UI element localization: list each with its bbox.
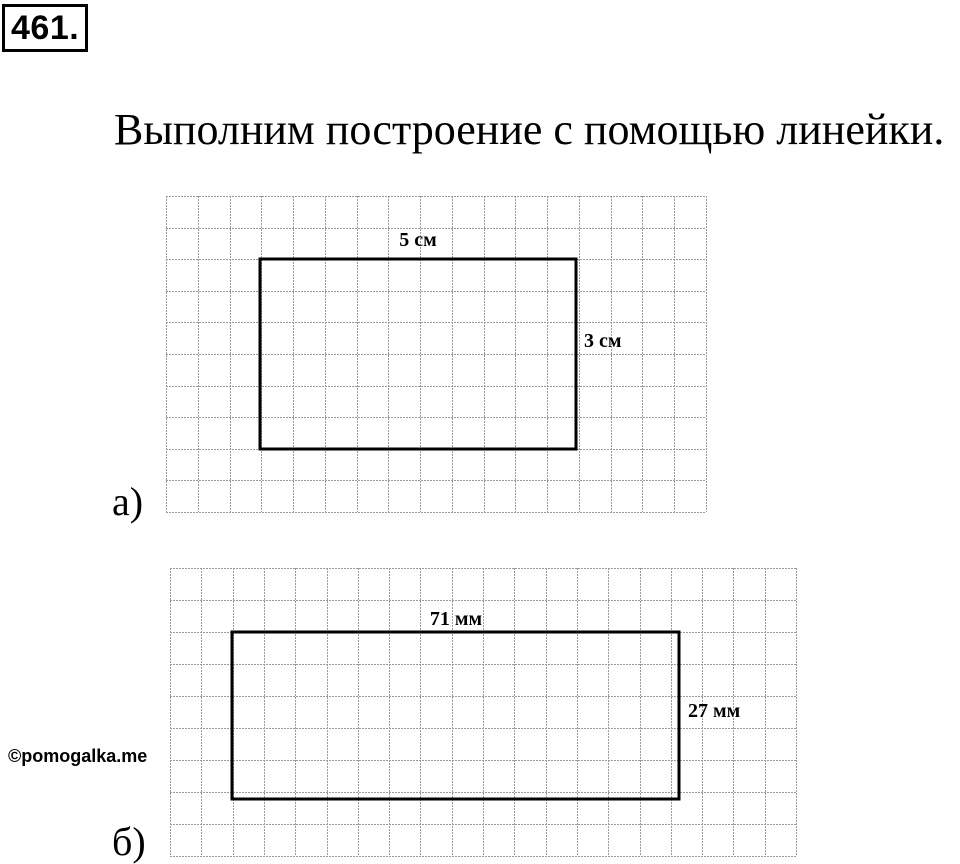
figure-b-height-label: 27 мм	[688, 700, 741, 722]
instruction-text: Выполним построение с помощью линейки.	[114, 105, 945, 154]
figure-a	[166, 196, 711, 516]
figure-a-canvas	[166, 196, 711, 516]
figure-b-rectangle	[232, 632, 679, 799]
figure-a-width-label: 5 см	[399, 229, 437, 251]
figure-a-height-label: 3 см	[584, 330, 622, 352]
problem-number: 461.	[2, 4, 88, 52]
figure-b-width-label: 71 мм	[429, 608, 483, 630]
figure-b-canvas	[170, 568, 800, 860]
part-b-label: б)	[112, 819, 146, 864]
watermark: ©pomogalka.me	[8, 746, 148, 766]
figure-b	[170, 568, 800, 860]
part-a-label: а)	[112, 479, 144, 524]
